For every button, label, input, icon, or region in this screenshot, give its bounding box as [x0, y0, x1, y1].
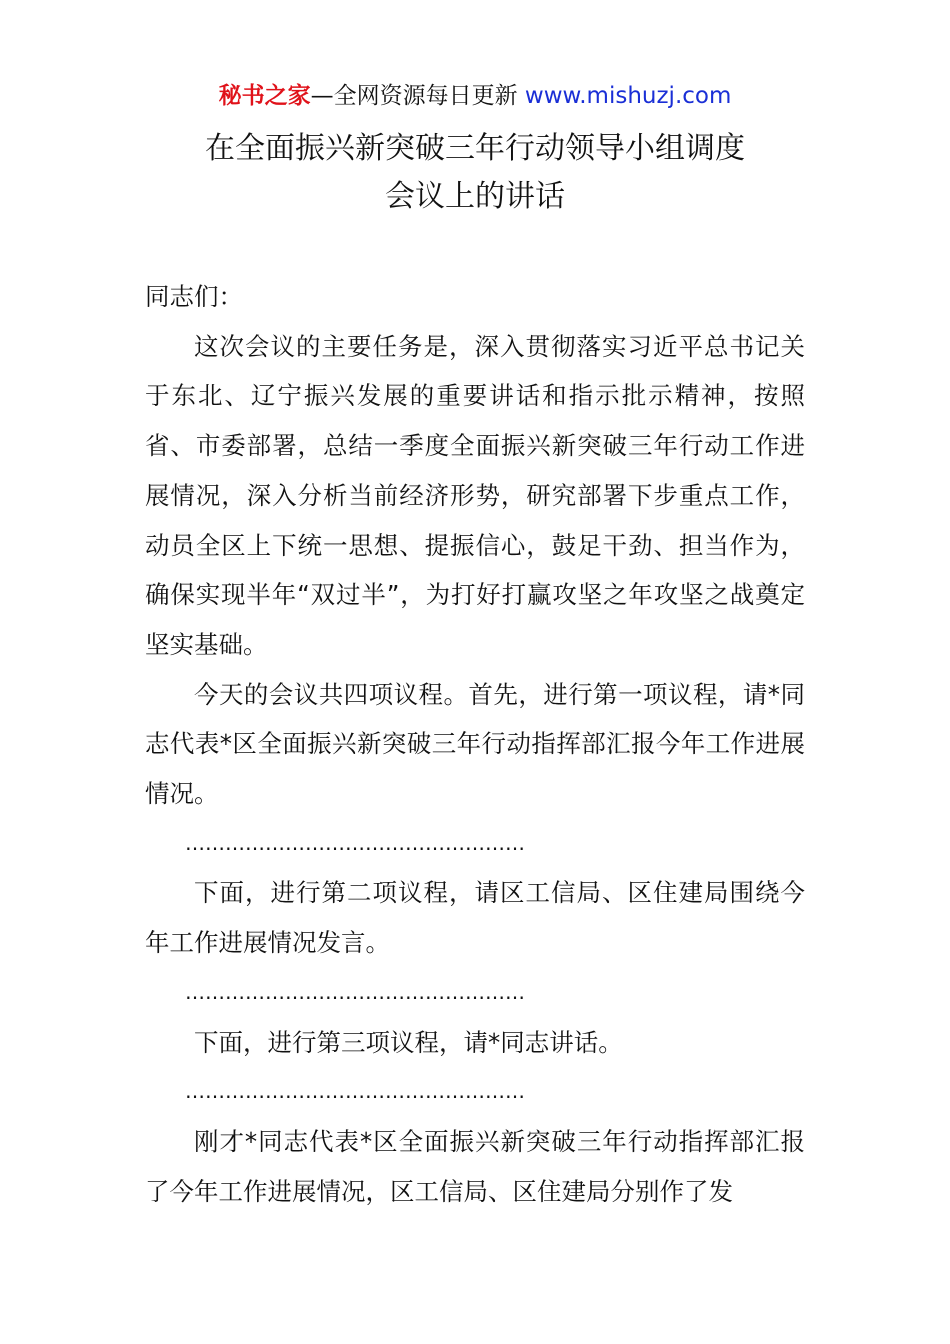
omission-ellipsis-3: ……………………………………………: [185, 1079, 525, 1104]
site-url-link[interactable]: www.mishuzj.com: [524, 83, 732, 109]
site-tagline: —全网资源每日更新: [310, 83, 518, 109]
salutation: 同志们：: [145, 282, 243, 311]
document-title-line-2: 会议上的讲话: [385, 179, 565, 214]
site-header: [0, 80, 950, 112]
paragraph-5: 刚才*同志代表*区全面振兴新突破三年行动指挥部汇报了今年工作进展情况，区工信局、区住建局分别作了发: [145, 1126, 805, 1206]
paragraph-1: 这次会议的主要任务是，深入贯彻落实习近平总书记关于东北、辽宁振兴发展的重要讲话和指示批示精神，按照省、市委部署，总结一季度全面振兴新突破三年行动工作进展情况，深入分析当前经济形势，研究部署下步重点工作，动员全区上下统一思想、提振信心，鼓足干劲、担当作为，确保实现半年“双过半”，为打好打赢攻坚之年攻坚之战奠定坚实基础。: [145, 331, 805, 659]
site-name: 秘书之家: [218, 83, 311, 109]
document-title: [0, 125, 950, 221]
omission-ellipsis-1: ……………………………………………: [185, 830, 525, 855]
document-body: [145, 272, 805, 1216]
omission-ellipsis-2: ……………………………………………: [185, 979, 525, 1004]
paragraph-4: 下面，进行第三项议程，请*同志讲话。: [194, 1027, 623, 1057]
document-title-line-1: 在全面振兴新突破三年行动领导小组调度: [205, 131, 745, 166]
paragraph-2: 今天的会议共四项议程。首先，进行第一项议程，请*同志代表*区全面振兴新突破三年行动指挥部汇报今年工作进展情况。: [145, 679, 805, 809]
paragraph-3: 下面，进行第二项议程，请区工信局、区住建局围绕今年工作进展情况发言。: [145, 878, 805, 958]
